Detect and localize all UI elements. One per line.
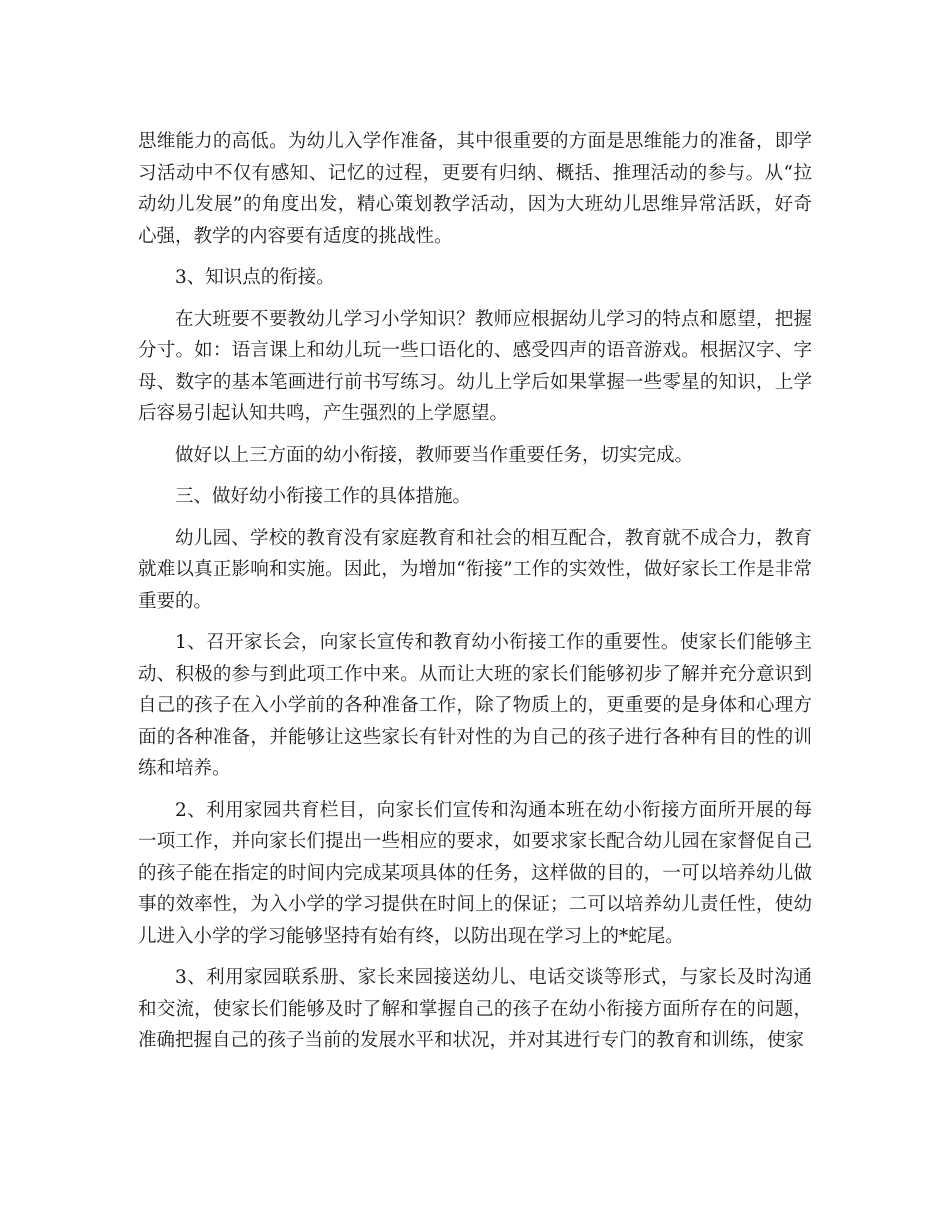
paragraph-1: 思维能力的高低。为幼儿入学作准备，其中很重要的方面是思维能力的准备，即学习活动中不仅有感知、记忆的过程，更要有归纳、概括、推理活动的参与。从“拉动幼儿发展”的角度出发，精心策划教学活动，因为大班幼儿思维异常活跃，好奇心强，教学的内容要有适度的挑战性。	[138, 131, 812, 247]
document-body	[138, 126, 812, 1067]
heading-knowledge-connection: 3、知识点的衔接。	[175, 267, 335, 288]
heading-specific-measures: 三、做好幼小衔接工作的具体措施。	[175, 486, 472, 507]
paragraph-4: 做好以上三方面的幼小衔接，教师要当作重要任务，切实完成。	[175, 444, 694, 466]
paragraph-9: 3、利用家园联系册、家长来园接送幼儿、电话交谈等形式，与家长及时沟通和交流，使家长们能够及时了解和掌握自己的孩子在幼小衔接方面所存在的问题，准确把握自己的孩子当前的发展水平和状况，并对其进行专门的教育和训练，使家	[138, 967, 812, 1051]
paragraph-8: 2、利用家园共育栏目，向家长们宣传和沟通本班在幼小衔接方面所开展的每一项工作，并向家长们提出一些相应的要求，如要求家长配合幼儿园在家督促自己的孩子能在指定的时间内完成某项具体的任务，这样做的目的，一可以培养幼儿做事的效率性，为入小学的学习提供在时间上的保证；二可以培养幼儿责任性，使幼儿进入小学的学习能够坚持有始有终，以防出现在学习上的*蛇尾。	[138, 799, 812, 947]
paragraph-3: 在大班要不要教幼儿学习小学知识？教师应根据幼儿学习的特点和愿望，把握分寸。如：语言课上和幼儿玩一些口语化的、感受四声的语音游戏。根据汉字、字母、数字的基本笔画进行前书写练习。幼儿上学后如果掌握一些零星的知识，上学后容易引起认知共鸣，产生强烈的上学愿望。	[138, 308, 812, 424]
paragraph-7: 1、召开家长会，向家长宣传和教育幼小衔接工作的重要性。使家长们能够主动、积极的参与到此项工作中来。从而让大班的家长们能够初步了解并充分意识到自己的孩子在入小学前的各种准备工作，除了物质上的，更重要的是身体和心理方面的各种准备，并能够让这些家长有针对性的为自己的孩子进行各种有目的性的训练和培养。	[138, 632, 812, 779]
paragraph-6: 幼儿园、学校的教育没有家庭教育和社会的相互配合，教育就不成合力，教育就难以真正影响和实施。因此，为增加“衔接”工作的实效性，做好家长工作是非常重要的。	[138, 527, 812, 612]
